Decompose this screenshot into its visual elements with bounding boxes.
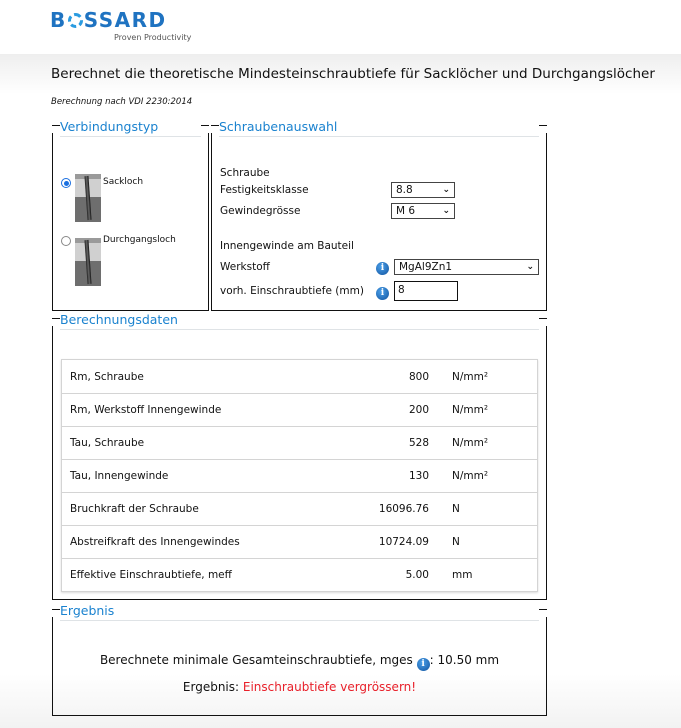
row-label: Rm, Werkstoff Innengewinde bbox=[70, 404, 222, 416]
festigkeitsklasse-label: Festigkeitsklasse bbox=[220, 184, 309, 196]
row-value: 528 bbox=[408, 437, 429, 449]
chevron-down-icon: ⌄ bbox=[442, 206, 450, 216]
row-unit: N/mm² bbox=[452, 404, 489, 416]
row-label: Tau, Schraube bbox=[70, 437, 145, 449]
page-subtitle: Berechnung nach VDI 2230:2014 bbox=[51, 97, 193, 107]
row-value: 10724.09 bbox=[378, 536, 429, 548]
panel-legend bbox=[52, 312, 547, 334]
innengewinde-section-label: Innengewinde am Bauteil bbox=[220, 240, 354, 252]
legend-underline bbox=[219, 136, 539, 137]
legend-underline bbox=[60, 136, 201, 137]
legend-underline bbox=[60, 329, 539, 330]
gewindegroesse-select[interactable] bbox=[391, 203, 455, 219]
ergebnis-result bbox=[53, 680, 546, 694]
gewindegroesse-value: M 6 bbox=[396, 205, 416, 217]
table-row bbox=[62, 459, 537, 492]
info-icon[interactable]: i bbox=[417, 658, 430, 671]
header bbox=[0, 0, 681, 54]
row-value: 800 bbox=[408, 370, 429, 383]
row-value: 16096.76 bbox=[378, 503, 429, 515]
logo-wordmark bbox=[50, 8, 167, 32]
panel-legend bbox=[52, 119, 209, 141]
einschraubtiefe-input[interactable]: 8 bbox=[394, 281, 458, 301]
durchgangsloch-label: Durchgangsloch bbox=[103, 235, 176, 245]
werkstoff-label: Werkstoff bbox=[220, 261, 270, 273]
logo-letters: SSARD bbox=[83, 8, 167, 32]
table-row bbox=[62, 393, 537, 426]
row-label: Bruchkraft der Schraube bbox=[70, 503, 199, 515]
festigkeitsklasse-select[interactable] bbox=[391, 182, 455, 198]
festigkeitsklasse-value: 8.8 bbox=[396, 184, 413, 196]
ergebnis-panel bbox=[52, 603, 547, 716]
radio-durchgangsloch[interactable] bbox=[61, 236, 71, 246]
table-row bbox=[62, 426, 537, 459]
chevron-down-icon: ⌄ bbox=[526, 262, 534, 272]
mges-result bbox=[53, 653, 546, 671]
info-icon[interactable]: i bbox=[376, 262, 389, 275]
schraubenauswahl-legend: Schraubenauswahl bbox=[219, 119, 338, 134]
row-unit: N/mm² bbox=[452, 437, 489, 449]
row-value: 200 bbox=[408, 404, 429, 416]
row-label: Effektive Einschraubtiefe, meff bbox=[70, 569, 232, 581]
panel-legend bbox=[52, 603, 547, 625]
chevron-down-icon: ⌄ bbox=[442, 185, 450, 195]
verbindungstyp-panel bbox=[52, 119, 209, 311]
ergebnis-label: Ergebnis: bbox=[182, 680, 243, 694]
table-row bbox=[62, 525, 537, 558]
einschraubtiefe-label: vorh. Einschraubtiefe (mm) bbox=[220, 285, 364, 297]
radio-sackloch[interactable] bbox=[61, 178, 71, 188]
row-unit: N/mm² bbox=[452, 470, 489, 482]
verbindungstyp-legend: Verbindungstyp bbox=[60, 119, 159, 134]
schraubenauswahl-panel bbox=[211, 119, 547, 311]
berechnungsdaten-table bbox=[61, 359, 538, 592]
page-title: Berechnet die theoretische Mindesteinschraubtiefe für Sacklöcher und Durchgangslöcher bbox=[51, 66, 655, 82]
gewindegroesse-label: Gewindegrösse bbox=[220, 205, 301, 217]
row-value: 130 bbox=[408, 470, 429, 482]
ergebnis-status: Einschraubtiefe vergrössern! bbox=[242, 680, 417, 694]
mges-label: Berechnete minimale Gesamteinschraubtiefe, mges bbox=[99, 653, 413, 667]
table-row bbox=[62, 558, 537, 591]
row-unit: N bbox=[452, 536, 460, 548]
row-unit: N bbox=[452, 503, 460, 515]
logo-letter-b: B bbox=[50, 8, 67, 32]
mges-value: : 10.50 mm bbox=[429, 653, 500, 667]
bossard-logo[interactable] bbox=[50, 8, 192, 42]
row-label: Rm, Schraube bbox=[70, 370, 144, 383]
row-unit: N/mm² bbox=[452, 370, 489, 383]
durchgangsloch-image bbox=[75, 238, 101, 286]
row-label: Abstreifkraft des Innengewindes bbox=[70, 536, 240, 548]
option-durchgangsloch[interactable] bbox=[61, 232, 176, 286]
panel-legend bbox=[211, 119, 547, 141]
info-icon[interactable]: i bbox=[376, 287, 389, 300]
sackloch-label: Sackloch bbox=[103, 177, 144, 187]
werkstoff-select[interactable] bbox=[394, 259, 539, 275]
logo-ring-icon bbox=[68, 13, 83, 28]
legend-underline bbox=[60, 620, 539, 621]
logo-tagline: Proven Productivity bbox=[114, 33, 192, 42]
sackloch-image bbox=[75, 174, 101, 222]
row-value: 5.00 bbox=[405, 569, 429, 581]
berechnungsdaten-panel bbox=[52, 312, 547, 600]
row-unit: mm bbox=[452, 569, 473, 581]
berechnungsdaten-legend: Berechnungsdaten bbox=[60, 312, 178, 327]
werkstoff-value: MgAl9Zn1 bbox=[399, 261, 453, 273]
table-row bbox=[62, 360, 537, 393]
table-row bbox=[62, 492, 537, 525]
schraube-section-label: Schraube bbox=[220, 167, 270, 179]
ergebnis-legend: Ergebnis bbox=[60, 603, 115, 618]
row-label: Tau, Innengewinde bbox=[70, 470, 169, 482]
option-sackloch[interactable] bbox=[61, 174, 143, 222]
